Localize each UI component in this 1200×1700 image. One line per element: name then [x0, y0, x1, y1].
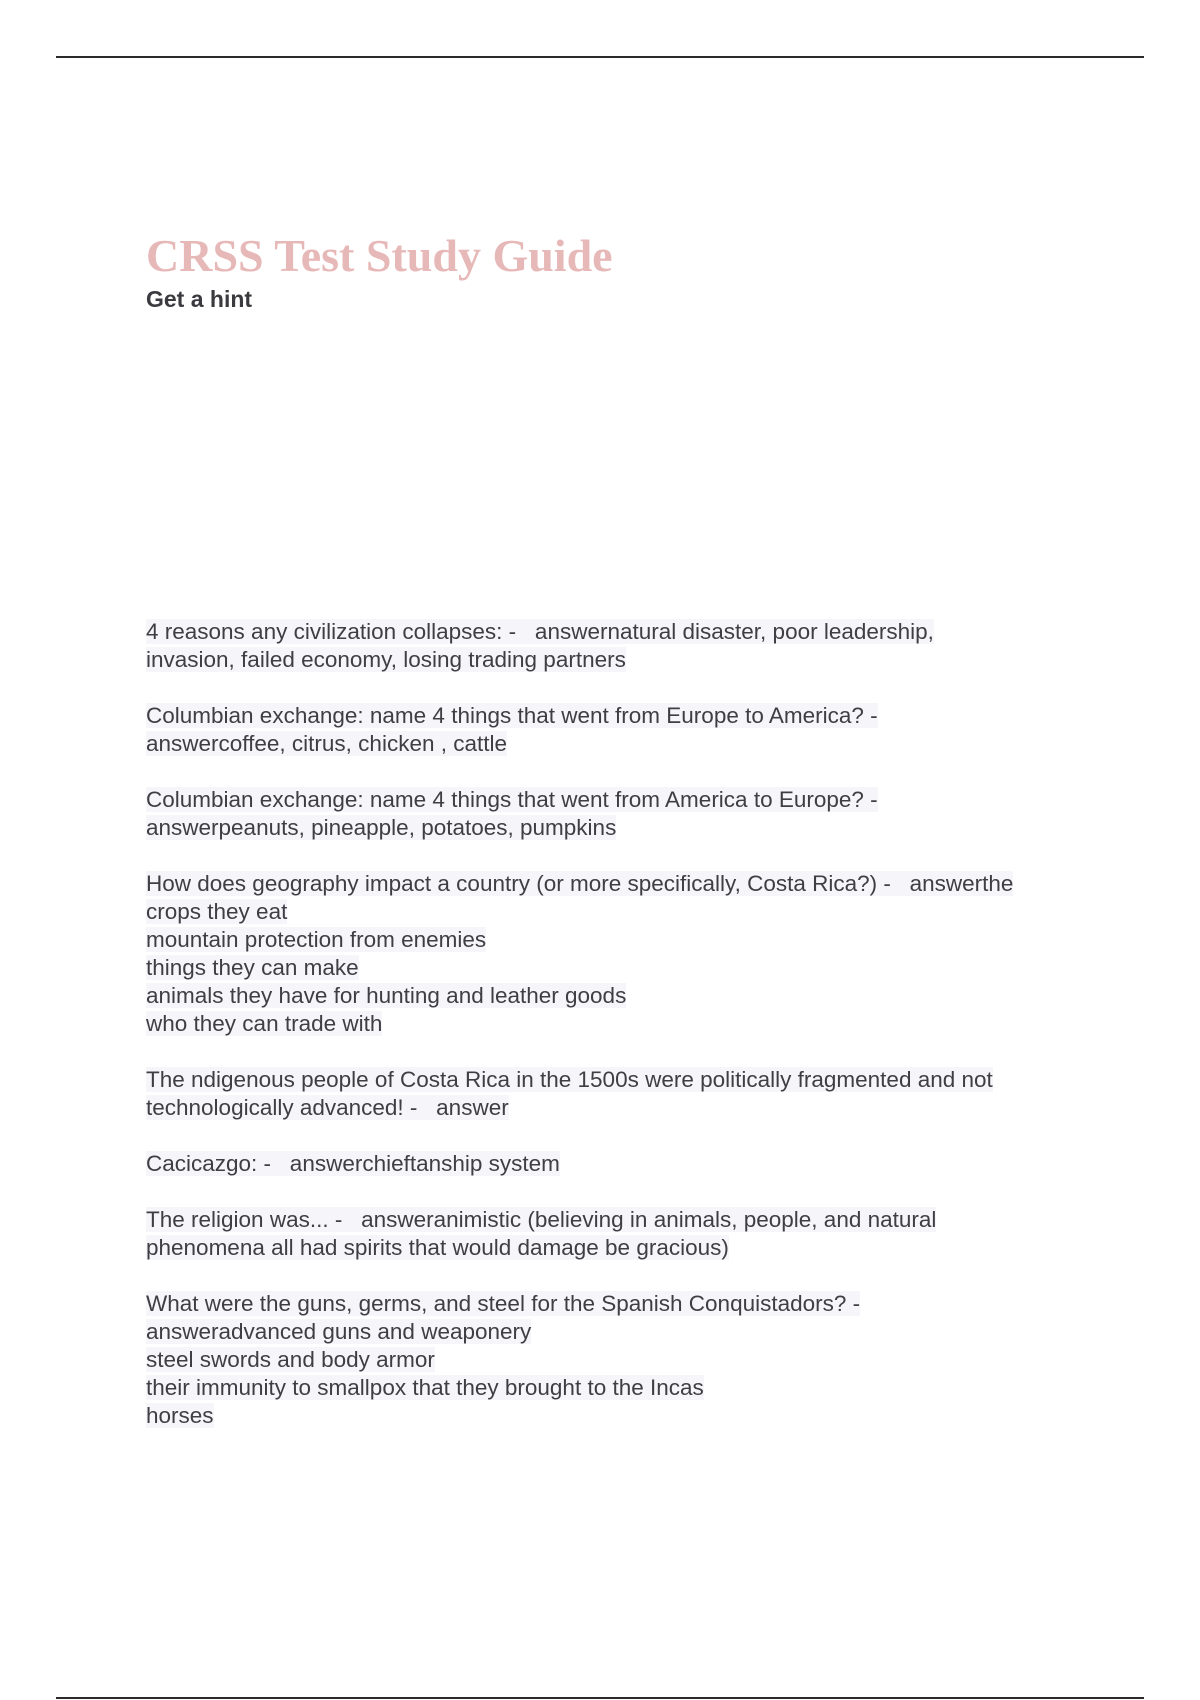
qa-item: [146, 1150, 1106, 1178]
qa-line-text: animals they have for hunting and leather goods: [146, 983, 627, 1008]
qa-item: [146, 702, 1106, 758]
qa-line-text: crops they eat: [146, 899, 288, 924]
qa-line: [146, 618, 1106, 646]
qa-line-text: steel swords and body armor: [146, 1347, 435, 1372]
qa-item: [146, 870, 1106, 1038]
bottom-rule: [56, 1697, 1144, 1699]
qa-line-text: invasion, failed economy, losing trading partners: [146, 647, 626, 672]
get-hint-label: Get a hint: [146, 286, 253, 312]
qa-line: [146, 646, 1106, 674]
qa-line-text: mountain protection from enemies: [146, 927, 487, 952]
qa-line: [146, 1066, 1106, 1094]
qa-item: [146, 618, 1106, 674]
top-rule: [56, 56, 1144, 58]
qa-line: [146, 1150, 1106, 1178]
qa-line-text: 4 reasons any civilization collapses: - answernatural disaster, poor leadership,: [146, 619, 934, 644]
qa-line-text: answercoffee, citrus, chicken , cattle: [146, 731, 507, 756]
qa-line: [146, 814, 1106, 842]
document-title: CRSS Test Study Guide: [146, 230, 613, 281]
qa-line: [146, 926, 1106, 954]
qa-line-text: horses: [146, 1403, 214, 1428]
qa-line: [146, 730, 1106, 758]
qa-line: [146, 1346, 1106, 1374]
qa-line: [146, 1374, 1106, 1402]
qa-line-text: things they can make: [146, 955, 359, 980]
qa-item: [146, 1206, 1106, 1262]
qa-line-text: answerpeanuts, pineapple, potatoes, pumpkins: [146, 815, 617, 840]
qa-line: [146, 1290, 1106, 1318]
qa-item: [146, 786, 1106, 842]
qa-line: [146, 1234, 1106, 1262]
qa-line: [146, 1094, 1106, 1122]
qa-line: [146, 786, 1106, 814]
qa-line-text: their immunity to smallpox that they brought to the Incas: [146, 1375, 704, 1400]
qa-line-text: answeradvanced guns and weaponery: [146, 1319, 532, 1344]
qa-line-text: How does geography impact a country (or more specifically, Costa Rica?) - answerthe: [146, 871, 1014, 896]
qa-line-text: Columbian exchange: name 4 things that went from America to Europe? -: [146, 787, 878, 812]
qa-line-text: The ndigenous people of Costa Rica in the 1500s were politically fragmented and not: [146, 1067, 993, 1092]
qa-list: [146, 618, 1106, 1458]
qa-line: [146, 1318, 1106, 1346]
qa-line: [146, 870, 1106, 898]
qa-item: [146, 1290, 1106, 1430]
qa-line: [146, 1402, 1106, 1430]
qa-line-text: technologically advanced! - answer: [146, 1095, 509, 1120]
qa-line: [146, 1206, 1106, 1234]
qa-line-text: who they can trade with: [146, 1011, 383, 1036]
qa-line: [146, 1010, 1106, 1038]
qa-line-text: The religion was... - answeranimistic (believing in animals, people, and natural: [146, 1207, 937, 1232]
qa-line: [146, 982, 1106, 1010]
qa-line-text: Columbian exchange: name 4 things that went from Europe to America? -: [146, 703, 878, 728]
qa-item: [146, 1066, 1106, 1122]
qa-line-text: phenomena all had spirits that would damage be gracious): [146, 1235, 729, 1260]
qa-line: [146, 702, 1106, 730]
qa-line: [146, 954, 1106, 982]
qa-line-text: What were the guns, germs, and steel for the Spanish Conquistadors? -: [146, 1291, 861, 1316]
qa-line-text: Cacicazgo: - answerchieftanship system: [146, 1151, 560, 1176]
qa-line: [146, 898, 1106, 926]
